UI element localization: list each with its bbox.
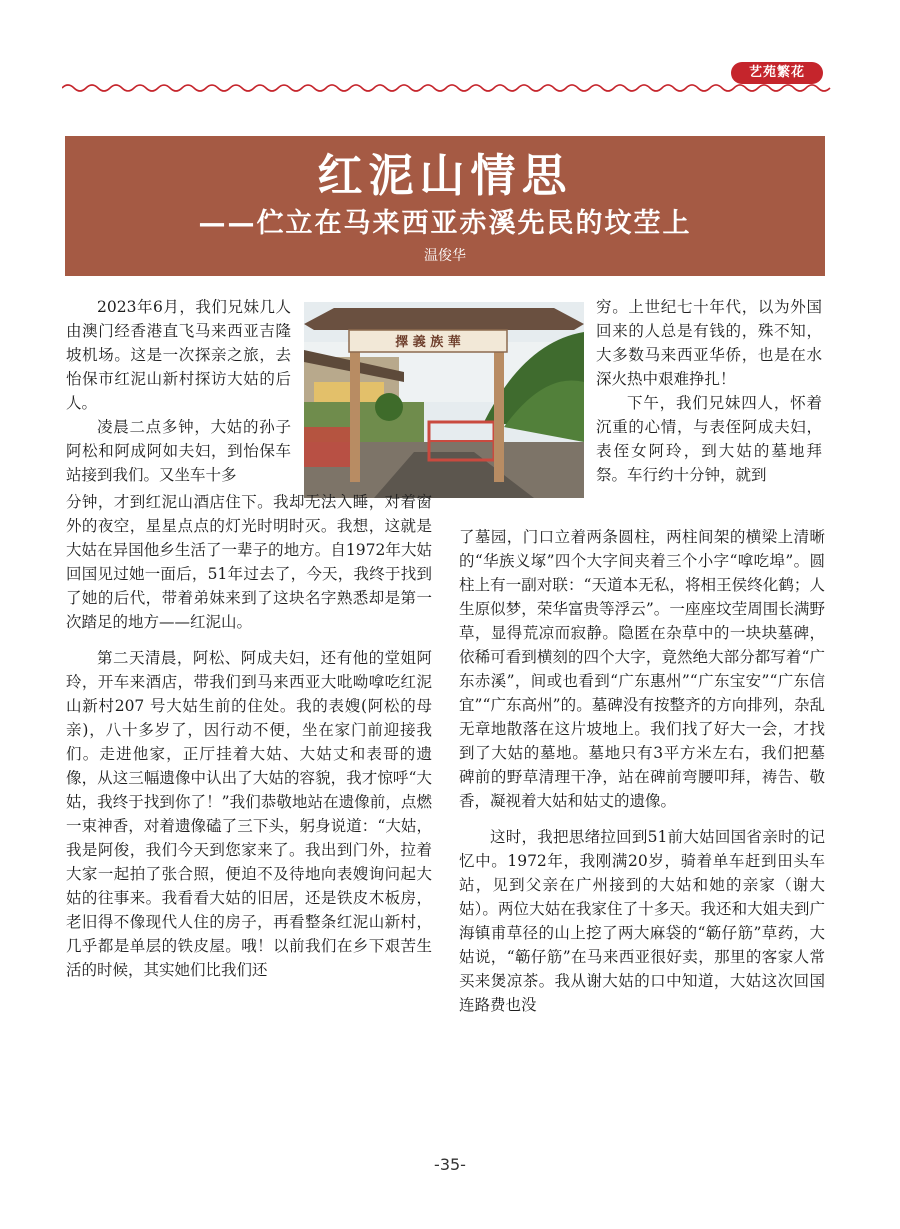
paragraph-1: 2023年6月，我们兄妹几人由澳门经香港直飞马来西亚吉隆坡机场。这是一次探亲之旅，去怡保市红泥山新村探访大姑的后人。 (66, 298, 291, 412)
paragraph-3-continued: 穷。上世纪七十年代，以为外国回来的人总是有钱的，殊不知，大多数马来西亚华侨，也是在水深火热中艰难挣扎！ (596, 298, 822, 388)
page-number: -35- (434, 1155, 466, 1174)
paragraph-5: 这时，我把思绪拉回到51前大姑回国省亲时的记忆中。1972年，我刚满20岁，骑着单车赶到田头车站，见到父亲在广州接到的大姑和她的亲家（谢大姑）。两位大姑在我家住了十多天。我还和大姐夫到广海镇甫草径的山上挖了两大麻袋的“簕仔筋”草药，大姑说，“簕仔筋”在马来西亚很好卖，那里的客家人常买来煲凉茶。我从谢大姑的口中知道，大姑这次回国连路费也没 (459, 828, 825, 1014)
article-title: 红泥山情思 (317, 149, 573, 202)
decorative-wave-divider (62, 82, 834, 94)
cemetery-gate-photo (304, 302, 584, 498)
paragraph-3: 第二天清晨，阿松、阿成夫妇，还有他的堂姐阿玲，开车来酒店，带我们到马来西亚大吡呦嗱吃红泥山新村207 号大姑生前的住处。我的表嫂(阿松的母亲)，八十多岁了，因行动不便，坐在家门前迎接我们。走进他家，正厅挂着大姑、大姑丈和表哥的遗像，从这三幅遗像中认出了大姑的容貌，我才惊呼“大姑，我终于找到你了！”我们恭敬地站在遗像前，点燃一束神香，对着遗像磕了三下头，躬身说道：“大姑，我是阿俊，我们今天到您家来了。我出到门外，拉着大家一起拍了张合照，便迫不及待地向表嫂询问起大姑的往事来。我看看大姑的旧居，还是铁皮木板房，老旧得不像现代人住的房子，再看整条红泥山新村，几乎都是单层的铁皮屋。哦！以前我们在乡下艰苦生活的时候，其实她们比我们还 (66, 649, 432, 979)
column-left-bottom (66, 490, 432, 982)
paragraph-4-start: 下午，我们兄妹四人，怀着沉重的心情，与表侄阿成夫妇，表侄女阿玲，到大姑的墓地拜祭。车行约十分钟，就到 (596, 394, 822, 484)
paragraph-4-continued: 了墓园，门口立着两条圆柱，两柱间架的横梁上清晰的“华族义塚”四个大字间夹着三个小字“嗱吃埠”。圆柱上有一副对联：“天道本无私，将相王侯终化鹤；人生原似梦，荣华富贵等浮云”。一座座坟茔周围长满野草，显得荒凉而寂静。隐匿在杂草中的一块块墓碑，依稀可看到横刻的四个大字，竟然绝大部分都写着“广东赤溪”，间或也看到“广东惠州”“广东宝安”“广东信宜”“广东高州”的。墓碑没有按整齐的方向排列，杂乱无章地散落在这片坡地上。我们找了好大一会，才找到了大姑的墓地。墓地只有3平方米左右，我们把墓碑前的野草清理干净，站在碑前弯腰叩拜，祷告、敬香，凝视着大姑和姑丈的遗像。 (459, 528, 825, 810)
column-left-top (66, 295, 291, 487)
column-right-bottom (459, 525, 825, 1017)
paragraph-2-start: 凌晨二点多钟，大姑的孙子阿松和阿成阿如夫妇，到怡保车站接到我们。又坐车十多 (66, 418, 291, 484)
column-right-top (596, 295, 822, 487)
paragraph-2-continued: 分钟，才到红泥山酒店住下。我却无法入睡，对着窗外的夜空，星星点点的灯光时明时灭。我想，这就是大姑在异国他乡生活了一辈子的地方。自1972年大姑回国见过她一面后，51年过去了，今天，我终于找到了她的后代，带着弟妹来到了这块名字熟悉却是第一次踏足的地方——红泥山。 (66, 493, 432, 631)
gate-sign-text: 擇 義 族 華 (395, 335, 461, 350)
article-subtitle: ——伫立在马来西亚赤溪先民的坟茔上 (198, 208, 692, 239)
article-author: 温俊华 (424, 248, 466, 264)
section-tag: 艺苑繁花 (731, 62, 823, 84)
title-banner (65, 136, 825, 276)
